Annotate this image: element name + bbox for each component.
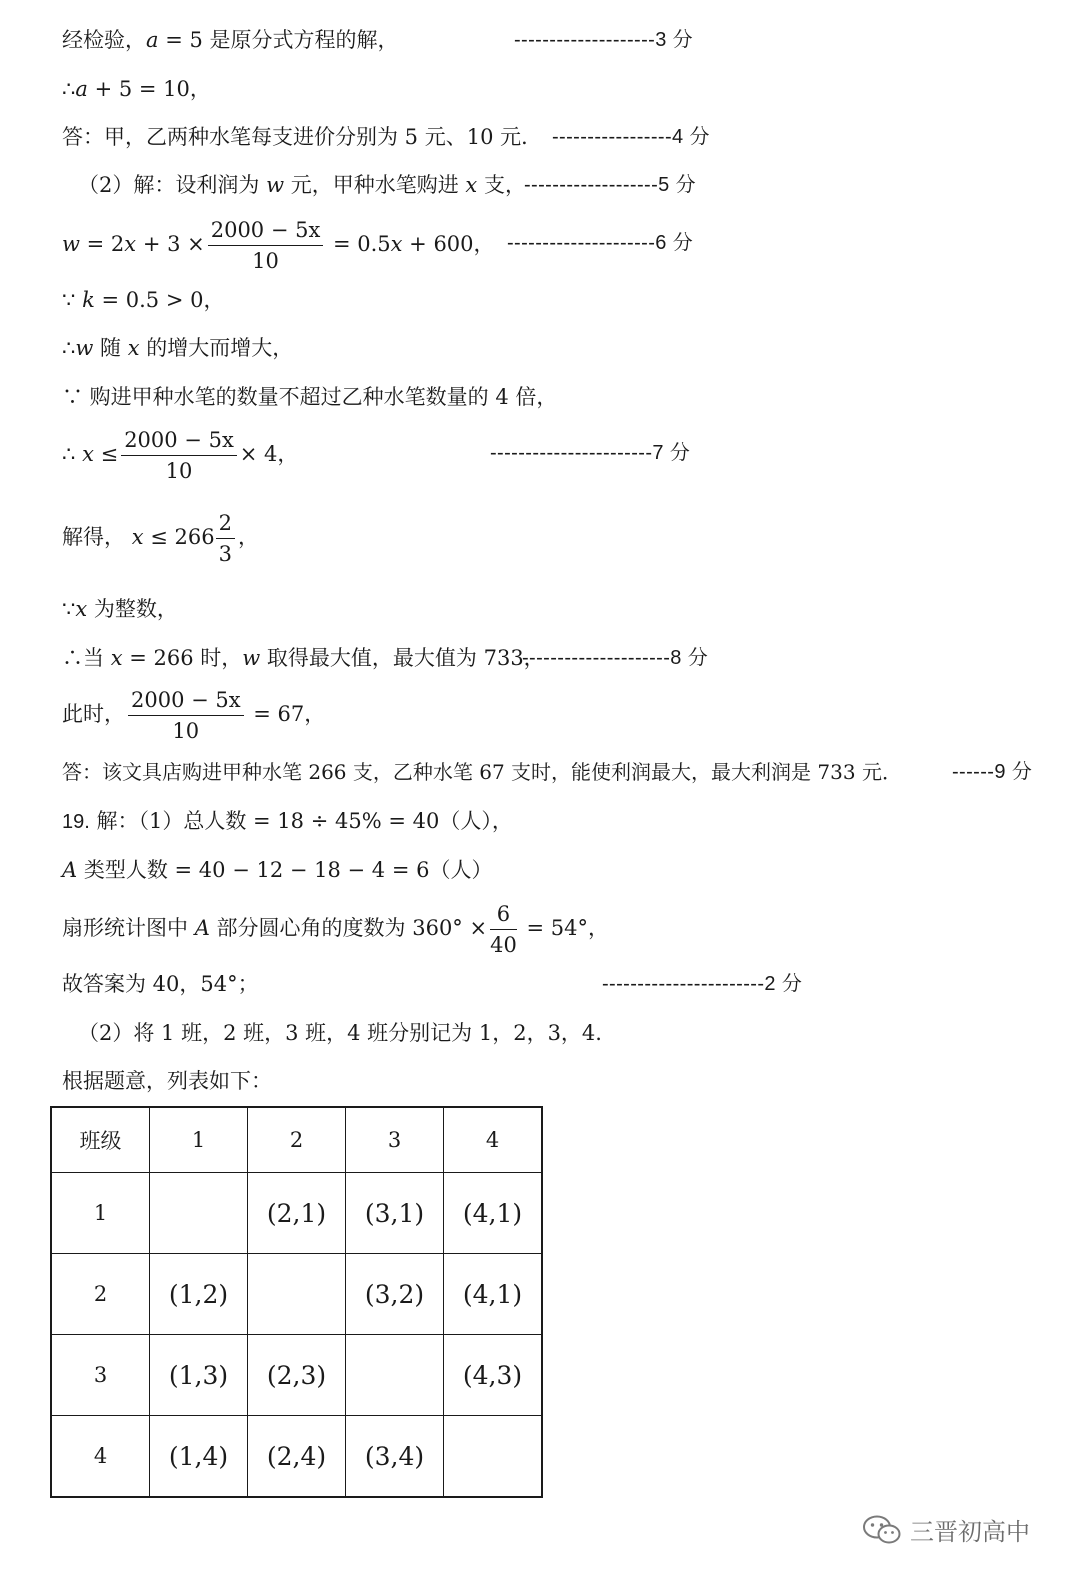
score-marker: --------------------3 分 [514, 29, 694, 51]
type-a-line: A 类型人数 = 40 − 12 − 18 − 4 = 6（人） [62, 858, 493, 882]
fraction: $\frac{2000 - 5x}{10}$ [128, 685, 244, 746]
table-header-row [51, 1107, 542, 1173]
part2-setup-line: （2）解：设利润为 w 元，甲种水笔购进 x 支， [78, 173, 526, 197]
table-row [51, 1254, 542, 1335]
integer-line: ∵x 为整数， [62, 597, 178, 621]
score-marker: -----------------------2 分 [602, 973, 803, 995]
solution-line: 解得， x ≤ 266 $\frac{2}{3}$ ， [62, 505, 259, 569]
table-intro-line: 根据题意，列表如下： [62, 1069, 272, 1093]
row-label-cell: 3 [51, 1335, 150, 1416]
table-cell [248, 1254, 346, 1335]
table-cell: (3,4) [346, 1416, 444, 1498]
table-header-cell: 4 [444, 1107, 543, 1173]
part2-label-line: （2）将 1 班，2 班，3 班，4 班分别记为 1，2，3，4. [78, 1021, 602, 1045]
computation-line: 此时， $\frac{2000 - 5x}{10}$ = 67， [62, 682, 325, 746]
monotonic-line: ∴w 随 x 的增大而增大， [62, 336, 294, 360]
table-cell [150, 1173, 248, 1254]
table-cell: (2,1) [248, 1173, 346, 1254]
score-marker: -----------------4 分 [552, 126, 710, 148]
inequality-line: ∴ x ≤ $\frac{2000 - 5x}{10}$ × 4， [62, 422, 298, 486]
fraction: $\frac{2000 - 5x}{10}$ [121, 425, 237, 486]
table-row [51, 1335, 542, 1416]
row-label-cell: 4 [51, 1416, 150, 1498]
row-label-cell: 2 [51, 1254, 150, 1335]
answer-line: 答：甲，乙两种水笔每支进价分别为 5 元、10 元． [62, 125, 543, 149]
profit-equation: w = 2x + 3 × $\frac{2000 - 5x}{10}$ = 0.5x + 600， [62, 212, 495, 276]
wechat-icon [862, 1514, 902, 1546]
fraction: $\frac{6}{40}$ [490, 899, 517, 960]
question-19-line: 19. 解：（1）总人数 = 18 ÷ 45% = 40（人）， [62, 809, 513, 833]
table-header-cell: 班级 [51, 1107, 150, 1173]
table-row [51, 1173, 542, 1254]
answer-19-1-line: 故答案为 40，54°； [62, 972, 259, 996]
angle-line: 扇形统计图中 A 部分圆心角的度数为 360° × $\frac{6}{40}$ = 54°， [62, 896, 609, 960]
table-cell: (1,3) [150, 1335, 248, 1416]
score-marker: ------9 分 [952, 761, 1033, 783]
max-line: ∴当 x = 266 时，w 取得最大值，最大值为 733， [62, 646, 545, 670]
score-marker: -----------------------7 分 [490, 442, 691, 464]
watermark-text: 三晋初高中 [910, 1518, 1030, 1546]
table-cell: (2,4) [248, 1416, 346, 1498]
table-header-cell: 3 [346, 1107, 444, 1173]
table-row [51, 1416, 542, 1498]
table-cell [444, 1416, 543, 1498]
outcome-table [50, 1106, 543, 1498]
table-cell: (3,2) [346, 1254, 444, 1335]
result-line: ∴a + 5 = 10， [62, 77, 211, 101]
check-line: 经检验，a = 5 是原分式方程的解， [62, 28, 399, 52]
table-cell: (1,2) [150, 1254, 248, 1335]
final-answer-line: 答：该文具店购进甲种水笔 266 支，乙种水笔 67 支时，能使利润最大，最大利润是 733 元． [62, 760, 902, 784]
table-cell: (2,3) [248, 1335, 346, 1416]
table-cell: (1,4) [150, 1416, 248, 1498]
fraction: $\frac{2}{3}$ [216, 508, 235, 569]
score-marker: ---------------------8 分 [522, 647, 709, 669]
table-cell: (4,1) [444, 1254, 543, 1335]
table-cell: (3,1) [346, 1173, 444, 1254]
score-marker: ---------------------6 分 [507, 232, 694, 254]
table-header-cell: 2 [248, 1107, 346, 1173]
table-cell [346, 1335, 444, 1416]
slope-line: ∵ k = 0.5 > 0， [62, 288, 225, 312]
fraction: $\frac{2000 - 5x}{10}$ [208, 215, 324, 276]
score-marker: -------------------5 分 [524, 174, 697, 196]
table-cell: (4,1) [444, 1173, 543, 1254]
row-label-cell: 1 [51, 1173, 150, 1254]
table-header-cell: 1 [150, 1107, 248, 1173]
watermark [862, 1512, 1030, 1547]
table-cell: (4,3) [444, 1335, 543, 1416]
condition-line: ∵ 购进甲种水笔的数量不超过乙种水笔数量的 4 倍， [62, 385, 558, 409]
